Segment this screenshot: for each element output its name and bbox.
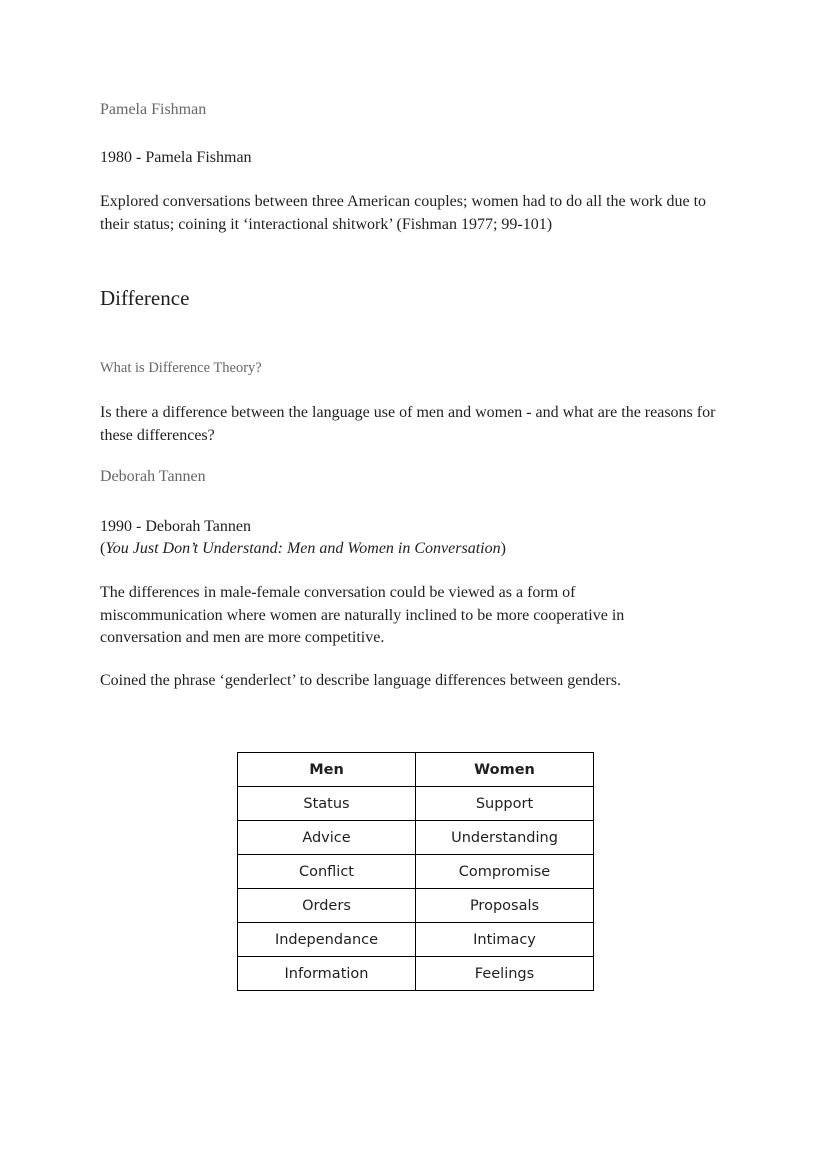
table-cell-women: Feelings bbox=[416, 957, 594, 991]
table-row bbox=[238, 787, 594, 821]
tannen-subheading: Deborah Tannen bbox=[100, 468, 206, 485]
table-cell-women: Understanding bbox=[416, 821, 594, 855]
difference-heading: Difference bbox=[100, 286, 190, 310]
tannen-description: The differences in male-female conversation could be viewed as a form of miscommunication where women are naturally inclined to be more cooperative in conversation and men are more competitive. bbox=[100, 584, 625, 646]
tannen-genderlect: Coined the phrase ‘genderlect’ to describe language differences between genders. bbox=[100, 672, 621, 689]
book-close-paren: ) bbox=[500, 540, 506, 557]
table-header-row bbox=[238, 753, 594, 787]
table-row bbox=[238, 957, 594, 991]
table-cell-men: Conflict bbox=[238, 855, 416, 889]
table-cell-women: Compromise bbox=[416, 855, 594, 889]
book-open-paren: ( bbox=[100, 540, 106, 557]
table-cell-women: Proposals bbox=[416, 889, 594, 923]
difference-question: Is there a difference between the language use of men and women - and what are the reasons for these differences? bbox=[100, 404, 716, 444]
tannen-book-reference bbox=[100, 538, 725, 561]
table-cell-men: Advice bbox=[238, 821, 416, 855]
column-header-women: Women bbox=[416, 753, 594, 787]
table-row bbox=[238, 889, 594, 923]
book-title: You Just Don’t Understand: Men and Women in Conversation bbox=[105, 540, 501, 557]
table-row bbox=[238, 855, 594, 889]
table-row bbox=[238, 821, 594, 855]
column-header-men: Men bbox=[238, 753, 416, 787]
table-cell-men: Orders bbox=[238, 889, 416, 923]
fishman-description: Explored conversations between three American couples; women had to do all the work due to their status; coining it ‘interactional shitwork’ (Fishman 1977; 99-101) bbox=[100, 193, 707, 233]
table-cell-men: Independance bbox=[238, 923, 416, 957]
table-cell-men: Status bbox=[238, 787, 416, 821]
difference-theory-subheading: What is Difference Theory? bbox=[100, 360, 262, 376]
table-row bbox=[238, 923, 594, 957]
fishman-subheading: Pamela Fishman bbox=[100, 101, 207, 118]
fishman-date-line: 1980 - Pamela Fishman bbox=[100, 149, 252, 166]
tannen-date-line: 1990 - Deborah Tannen bbox=[100, 518, 251, 535]
table-cell-women: Intimacy bbox=[416, 923, 594, 957]
table-cell-women: Support bbox=[416, 787, 594, 821]
men-women-comparison-table bbox=[237, 752, 594, 991]
table-cell-men: Information bbox=[238, 957, 416, 991]
